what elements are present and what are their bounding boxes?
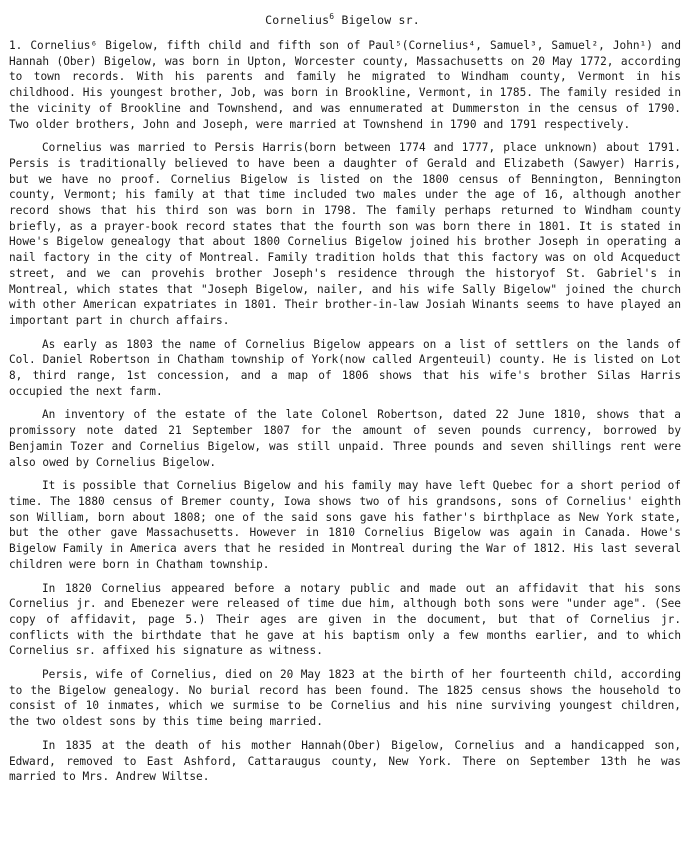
document-body [9, 38, 681, 793]
paragraph-8: In 1835 at the death of his mother Hannah(Ober) Bigelow, Cornelius and a handicapped son, Edward, removed to East Ashford, Cattaraugus county, New York. There on September 13th he was married to Mrs. Andrew Wiltse. [9, 738, 681, 784]
page-title [0, 12, 685, 27]
paragraph-2: Cornelius was married to Persis Harris(born between 1774 and 1777, place unknown) about 1791. Persis is traditionally believed to have been a daughter of Gerald and Elizabeth (Sawyer) Harris, but we have no proof. Cornelius Bigelow is listed on the 1800 census of Bennington, Bennington county, Vermont; his family at that time included two males under the age of 16, although another record shows that his third son was born in 1798. The family perhaps returned to Windham county briefly, as a prayer-book record states that the fourth son was born there in 1801. It is stated in Howe's Bigelow genealogy that about 1800 Cornelius Bigelow joined his brother Joseph in operating a nail factory in the city of Montreal. Family tradition holds that this factory was on old Acqueduct street, and we can provehis brother Joseph's residence through the historyof St. Gabriel's in Montreal, which states that "Joseph Bigelow, nailer, and his wife Sally Bigelow" joined the church with other American expatriates in 1801. Their brother-in-law Josiah Winants seems to have played an important part in church affairs. [9, 141, 681, 327]
title-generation-number: 6 [329, 12, 335, 21]
paragraph-3: As early as 1803 the name of Cornelius Bigelow appears on a list of settlers on the lands of Col. Daniel Robertson in Chatham township of York(now called Argenteuil) county. He is listed on Lot 8, third range, 1st concession, and a map of 1806 shows that his wife's brother Silas Harris occupied the next farm. [9, 337, 681, 398]
title-name: Cornelius [265, 12, 330, 27]
title-suffix: Bigelow sr. [334, 12, 420, 27]
paragraph-4: An inventory of the estate of the late Colonel Robertson, dated 22 June 1810, shows that a promissory note dated 21 September 1807 for the amount of seven pounds currency, borrowed by Benjamin Tozer and Cornelius Bigelow, was still unpaid. Three pounds and seven shillings rent were also owed by Cornelius Bigelow. [9, 408, 681, 469]
paragraph-5: It is possible that Cornelius Bigelow and his family may have left Quebec for a short period of time. The 1880 census of Bremer county, Iowa shows two of his grandsons, sons of Cornelius' eighth son William, born about 1808; one of the said sons gave his father's birthplace as New York state, but the other gave Massachusetts. However in 1810 Cornelius Bigelow was again in Canada. Howe's Bigelow Family in America avers that he resided in Montreal during the War of 1812. His last several children were born in Chatham township. [9, 479, 681, 571]
paragraph-6: In 1820 Cornelius appeared before a notary public and made out an affidavit that his sons Cornelius jr. and Ebenezer were released of time due him, although both sons were "under age". (See copy of affidavit, page 5.) Their ages are given in the document, but that of Cornelius jr. conflicts with the birthdate that he gave at his baptism only a few months earlier, and to which Cornelius sr. affixed his signature as witness. [9, 581, 681, 658]
paragraph-7: Persis, wife of Cornelius, died on 20 May 1823 at the birth of her fourteenth child, according to the Bigelow genealogy. No burial record has been found. The 1825 census shows the household to consist of 10 inmates, which we surmise to be Cornelius and his nine surviving youngest children, the two oldest sons by this time being married. [9, 668, 681, 729]
paragraph-1: 1. Cornelius⁶ Bigelow, fifth child and fifth son of Paul⁵(Cornelius⁴, Samuel³, Samuel², John¹) and Hannah (Ober) Bigelow, was born in Upton, Worcester county, Massachusetts on 20 May 1772, according to town records. With his parents and family he migrated to Windham county, Vermont in his childhood. His youngest brother, Job, was born in Brookline, Vermont, in 1785. The family resided in the vicinity of Brookline and Townshend, and was ennumerated at Dummerston in the census of 1790. Two older brothers, John and Joseph, were married at Townshend in 1790 and 1791 respectively. [9, 39, 681, 131]
